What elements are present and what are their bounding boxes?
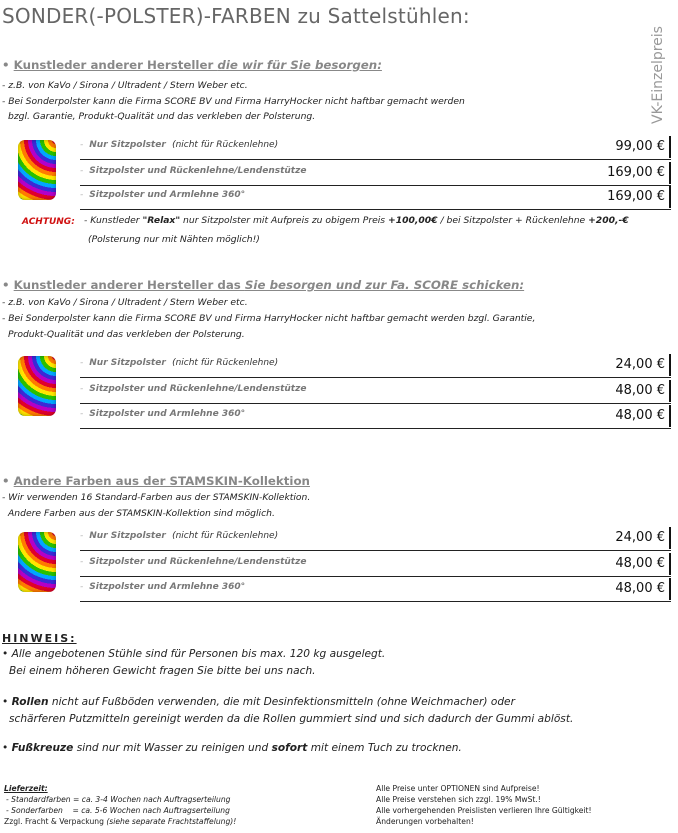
price-row: - Sitzpolster und Rückenlehne/Lendenstütze 169,00 € bbox=[80, 162, 671, 186]
price-value: 48,00 € bbox=[615, 408, 665, 423]
page-title: SONDER(-POLSTER)-FARBEN zu Sattelstühlen: bbox=[2, 4, 470, 28]
delivery-line: Zzgl. Fracht & Verpackung (siehe separate Frachtstaffelung)! bbox=[4, 817, 237, 826]
section-3-line: Andere Farben aus der STAMSKIN-Kollektion sind möglich. bbox=[8, 508, 275, 519]
price-row-label: Sitzpolster und Armlehne 360° bbox=[89, 409, 246, 419]
color-swatch-image bbox=[18, 140, 56, 200]
hinweis-heading: HINWEIS: bbox=[2, 632, 77, 645]
price-row-label: Nur Sitzpolster bbox=[89, 140, 166, 150]
hinweis-line: schärferen Putzmitteln gereinigt werden da die Rollen gummiert sind und sich dadurch der Gummi ablöst. bbox=[9, 713, 574, 725]
hinweis-line: Bei einem höheren Gewicht fragen Sie bitte bei uns nach. bbox=[9, 665, 316, 677]
footer-note: Alle Preise verstehen sich zzgl. 19% MwSt.! bbox=[376, 795, 541, 804]
footer-note: Änderungen vorbehalten! bbox=[376, 817, 474, 826]
price-value: 169,00 € bbox=[607, 189, 665, 204]
price-row: - Nur Sitzpolster (nicht für Rückenlehne) 99,00 € bbox=[80, 136, 671, 160]
footer-note: Alle vorhergehenden Preislisten verlieren Ihre Gültigkeit! bbox=[376, 806, 592, 815]
hinweis-line: • Alle angebotenen Stühle sind für Personen bis max. 120 kg ausgelegt. bbox=[2, 648, 386, 660]
section-heading-1-text: Kunstleder anderer Hersteller bbox=[13, 58, 218, 72]
price-column-label bbox=[645, 26, 671, 124]
price-row-label: Sitzpolster und Rückenlehne/Lendenstütze bbox=[89, 384, 307, 394]
price-row: - Sitzpolster und Armlehne 360° 169,00 € bbox=[80, 186, 671, 210]
price-value: 48,00 € bbox=[615, 556, 665, 571]
section-heading-1: • Kunstleder anderer Hersteller die wir für Sie besorgen: bbox=[2, 58, 382, 72]
price-value: 48,00 € bbox=[615, 581, 665, 596]
price-column-label-text: VK-Einzelpreis bbox=[650, 26, 666, 124]
price-value: 24,00 € bbox=[615, 530, 665, 545]
price-row-label: Sitzpolster und Rückenlehne/Lendenstütze bbox=[89, 166, 307, 176]
section-1-line: bzgl. Garantie, Produkt-Qualität und das verkleben der Polsterung. bbox=[8, 111, 316, 122]
price-row: - Nur Sitzpolster (nicht für Rückenlehne) 24,00 € bbox=[80, 354, 671, 378]
hinweis-line: • Fußkreuze sind nur mit Wasser zu reinigen und sofort mit einem Tuch zu trocknen. bbox=[2, 742, 462, 754]
price-row: - Sitzpolster und Rückenlehne/Lendenstütze 48,00 € bbox=[80, 380, 671, 404]
section-heading-2-emphasis: Sie besorgen und zur Fa. SCORE schicken: bbox=[244, 278, 525, 292]
price-row-label: Sitzpolster und Rückenlehne/Lendenstütze bbox=[89, 557, 307, 567]
delivery-line: - Standardfarben = ca. 3-4 Wochen nach Auftragserteilung bbox=[6, 795, 231, 804]
section-2-line: - Bei Sonderpolster kann die Firma SCORE BV und Firma HarryHocker nicht haftbar gemacht werden bzgl. Garantie, bbox=[2, 313, 536, 324]
section-heading-2-text: Kunstleder anderer Hersteller das bbox=[13, 278, 245, 292]
section-heading-3: • Andere Farben aus der STAMSKIN-Kollektion bbox=[2, 474, 310, 488]
achtung-note: - Kunstleder "Relax" nur Sitzpolster mit Aufpreis zu obigem Preis +100,00€ / bei Sitzpolster + Rückenlehne +200,-€ bbox=[84, 215, 629, 226]
price-value: 24,00 € bbox=[615, 357, 665, 372]
section-heading-1-emphasis: die wir für Sie besorgen: bbox=[217, 58, 382, 72]
price-row-label: Sitzpolster und Armlehne 360° bbox=[89, 582, 246, 592]
price-row: - Sitzpolster und Armlehne 360° 48,00 € bbox=[80, 405, 671, 429]
section-1-line: - z.B. von KaVo / Sirona / Ultradent / Stern Weber etc. bbox=[2, 80, 248, 91]
price-value: 48,00 € bbox=[615, 383, 665, 398]
price-row: - Sitzpolster und Rückenlehne/Lendenstütze 48,00 € bbox=[80, 553, 671, 577]
price-row-label: Nur Sitzpolster bbox=[89, 358, 166, 368]
hinweis-line: • Rollen nicht auf Fußböden verwenden, die mit Desinfektionsmitteln (ohne Weichmacher) oder bbox=[2, 696, 515, 708]
price-value: 99,00 € bbox=[615, 139, 665, 154]
price-row-label: Sitzpolster und Armlehne 360° bbox=[89, 190, 246, 200]
price-row-note: (nicht für Rückenlehne) bbox=[172, 531, 279, 541]
section-2-line: - z.B. von KaVo / Sirona / Ultradent / Stern Weber etc. bbox=[2, 297, 248, 308]
color-swatch-image bbox=[18, 532, 56, 592]
section-2-line: Produkt-Qualität und das verkleben der Polsterung. bbox=[8, 329, 245, 340]
price-row-note: (nicht für Rückenlehne) bbox=[172, 358, 279, 368]
price-value: 169,00 € bbox=[607, 165, 665, 180]
color-swatch-image bbox=[18, 356, 56, 416]
section-heading-2: • Kunstleder anderer Hersteller das Sie besorgen und zur Fa. SCORE schicken: bbox=[2, 278, 525, 292]
price-row-label: Nur Sitzpolster bbox=[89, 531, 166, 541]
achtung-note-2: (Polsterung nur mit Nähten möglich!) bbox=[88, 234, 260, 245]
price-row: - Sitzpolster und Armlehne 360° 48,00 € bbox=[80, 578, 671, 602]
delivery-line: - Sonderfarben = ca. 5-6 Wochen nach Auftragserteilung bbox=[6, 806, 230, 815]
achtung-label: ACHTUNG: bbox=[22, 217, 75, 227]
footer-note: Alle Preise unter OPTIONEN sind Aufpreise! bbox=[376, 784, 540, 793]
delivery-heading: Lieferzeit: bbox=[4, 784, 48, 793]
price-row-note: (nicht für Rückenlehne) bbox=[172, 140, 279, 150]
section-heading-3-text: Andere Farben aus der STAMSKIN-Kollektion bbox=[13, 474, 310, 488]
section-3-line: - Wir verwenden 16 Standard-Farben aus der STAMSKIN-Kollektion. bbox=[2, 492, 311, 503]
price-row: - Nur Sitzpolster (nicht für Rückenlehne) 24,00 € bbox=[80, 527, 671, 551]
section-1-line: - Bei Sonderpolster kann die Firma SCORE BV und Firma HarryHocker nicht haftbar gemacht werden bbox=[2, 96, 465, 107]
